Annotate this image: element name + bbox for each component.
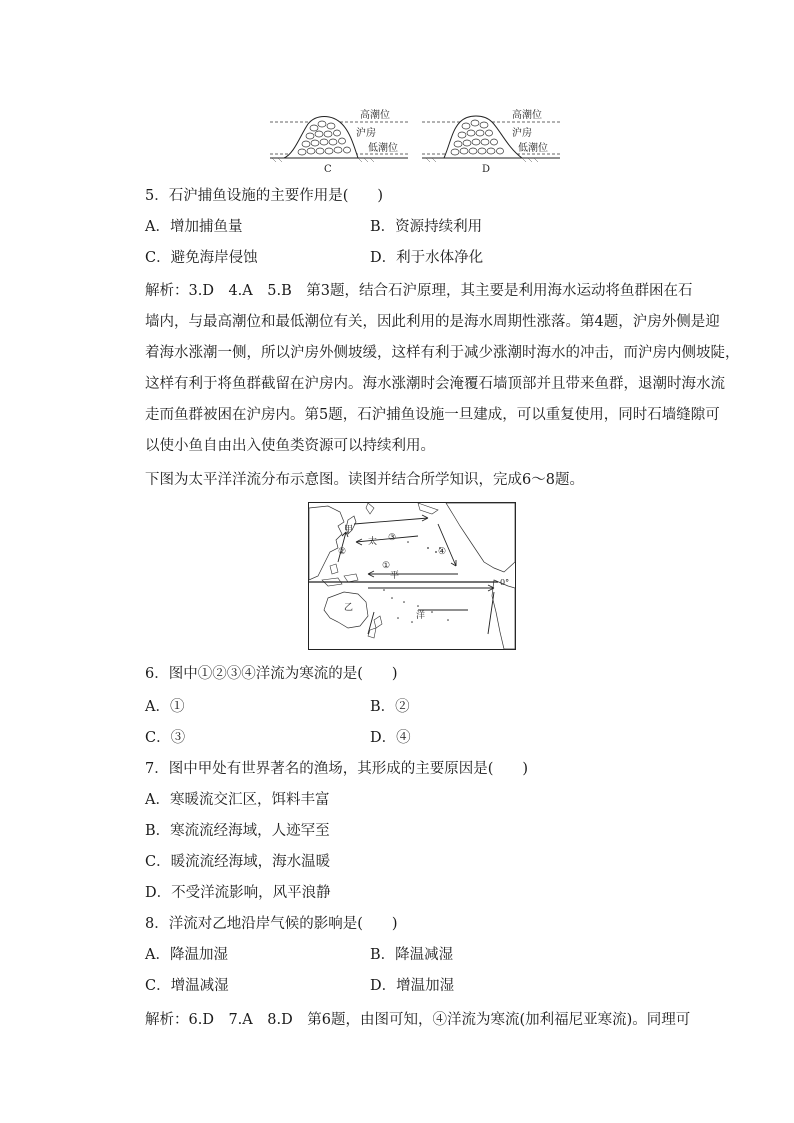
map-label-yang: 洋 [416,611,426,621]
q8-option-d: D．增温加湿 [370,978,455,994]
weir-label-d: 沪房 [512,128,532,139]
q6-option-c: C．③ [145,730,186,746]
map-label-ping: 平 [390,571,400,581]
analysis1-line-4: 这样有利于将鱼群截留在沪房内。海水涨潮时会淹覆石墙顶部并且带来鱼群，退潮时海水流 [145,376,725,392]
map-equator-label: 0° [500,578,510,587]
q7-stem: 7．图中甲处有世界著名的渔场，其形成的主要原因是( ) [145,761,529,777]
high-tide-label-d: 高潮位 [512,110,542,121]
q6-option-b: B．② [370,699,410,715]
analysis2-line-1: 解析：6.D 7.A 8.D 第6题，由图可知，④洋流为寒流(加利福尼亚寒流)。同理可 [145,1012,691,1028]
q6-stem: 6．图中①②③④洋流为寒流的是( ) [145,666,398,682]
q7-option-c: C．暖流流经海域，海水温暖 [145,854,331,870]
analysis1-line-6: 以使小鱼自由出入使鱼类资源可以持续利用。 [145,438,435,454]
map-current-2: ② [338,547,347,557]
q5-option-c: C．避免海岸侵蚀 [145,250,258,266]
q5-option-b: B．资源持续利用 [370,219,483,235]
low-tide-label-c: 低潮位 [368,143,398,154]
q7-option-d: D．不受洋流影响，风平浪静 [145,885,331,901]
analysis1-line-1: 解析：3.D 4.A 5.B 第3题，结合石沪原理，其主要是利用海水运动将鱼群困在石 [145,283,693,299]
q8-option-a: A．降温加湿 [145,947,228,963]
analysis1-line-5: 走而鱼群被困在沪房内。第5题，石沪捕鱼设施一旦建成，可以重复使用，同时石墙缝隙可 [145,407,720,423]
weir-diagram-d [422,106,562,174]
q7-option-b: B．寒流流经海域，人迹罕至 [145,823,330,839]
pacific-currents-map [308,502,516,650]
analysis1-line-2: 墙内，与最高潮位和最低潮位有关，因此利用的是海水周期性涨落。第4题，沪房外侧是迎 [145,314,720,330]
q5-option-a: A．增加捕鱼量 [145,219,243,235]
q7-option-a: A．寒暖流交汇区，饵料丰富 [145,792,330,808]
weir-label-c: 沪房 [356,128,376,139]
high-tide-label-c: 高潮位 [360,110,390,121]
map-current-4: ④ [438,547,447,557]
map-current-1: ① [382,561,391,571]
low-tide-label-d: 低潮位 [518,143,548,154]
map-label-tai: 太 [368,537,378,547]
q8-option-c: C．增温减湿 [145,978,229,994]
q5-stem: 5．石沪捕鱼设施的主要作用是( ) [145,188,384,204]
q6-option-d: D．④ [370,730,411,746]
caption-d: D [482,164,491,174]
q8-stem: 8．洋流对乙地沿岸气候的影响是( ) [145,916,398,932]
map-label-yi: 乙 [344,603,354,613]
caption-c: C [324,164,332,174]
map-current-3: ③ [388,533,397,543]
q5-option-d: D．利于水体净化 [370,250,484,266]
q6-option-a: A．① [145,699,185,715]
q8-option-b: B．降温减湿 [370,947,454,963]
analysis1-line-3: 着海水涨潮一侧，所以沪房外侧坡缓，这样有利于减少涨潮时海水的冲击，而沪房内侧坡陡， [145,345,740,361]
section-intro: 下图为太平洋洋流分布示意图。读图并结合所学知识，完成6～8题。 [145,472,584,488]
weir-diagram-c [270,106,410,174]
map-label-jia: 甲 [344,525,354,535]
